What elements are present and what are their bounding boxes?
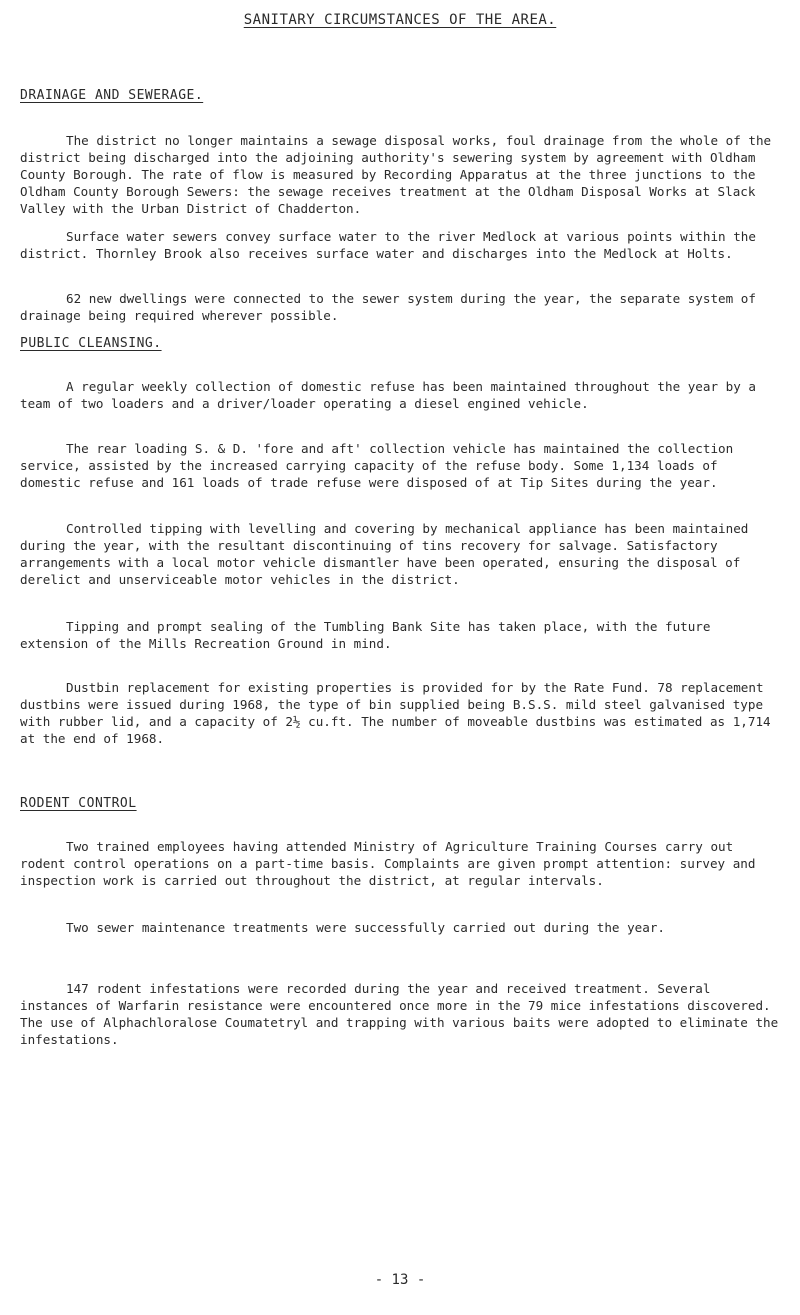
cleansing-paragraph-2: The rear loading S. & D. 'fore and aft' collection vehicle has maintained the collection service, assisted by the increased carrying capacity of the refuse body. Some 1,134 loads of domestic refuse and 161 loads of trade refuse were disposed of at Tip Sites during the year.: [20, 441, 734, 490]
page-number: - 13 -: [374, 1272, 426, 1288]
rodent-paragraph-1: Two trained employees having attended Ministry of Agriculture Training Courses carry out rodent control operations on a part-time basis. Complaints are given prompt attention: survey and inspection work is carried out throughout the district, at regular intervals.: [20, 839, 756, 888]
rodent-paragraph-3: 147 rodent infestations were recorded during the year and received treatment. Several instances of Warfarin resistance were encountered once more in the 79 mice infestations discovered. The use of Alphachloralose Coumatetryl and trapping with various baits were adopted to eliminate the infestations.: [20, 981, 779, 1047]
drainage-paragraph-1: The district no longer maintains a sewage disposal works, foul drainage from the whole of the district being discharged into the adjoining authority's sewering system by agreement with Oldham County Borough. The rate of flow is measured by Recording Apparatus at the three junctions to the Oldham County Borough Sewers: the sewage receives treatment at the Oldham Disposal Works at Slack Valley with the Urban District of Chadderton.: [20, 133, 772, 216]
drainage-paragraph-2: Surface water sewers convey surface water to the river Medlock at various points within the district. Thornley Brook also receives surface water and discharges into the Medlock at Holts.: [20, 229, 756, 261]
cleansing-heading: PUBLIC CLEANSING.: [20, 336, 162, 351]
cleansing-paragraph-4: Tipping and prompt sealing of the Tumbling Bank Site has taken place, with the future extension of the Mills Recreation Ground in mind.: [20, 619, 711, 651]
cleansing-paragraph-5: Dustbin replacement for existing properties is provided for by the Rate Fund. 78 replacement dustbins were issued during 1968, the type of bin supplied being B.S.S. mild steel galvanised type with rubber lid, and a capacity of 2½ cu.ft. The number of moveable dustbins was estimated as 1,714 at the end of 1968.: [20, 680, 771, 746]
cleansing-paragraph-3: Controlled tipping with levelling and covering by mechanical appliance has been maintained during the year, with the resultant discontinuing of tins recovery for salvage. Satisfactory arrangements with a local motor vehicle dismantler have been operated, ensuring the disposal of derelict and unserviceable motor vehicles in the district.: [20, 521, 749, 587]
page-title: SANITARY CIRCUMSTANCES OF THE AREA.: [243, 12, 557, 28]
cleansing-paragraph-1: A regular weekly collection of domestic refuse has been maintained throughout the year by a team of two loaders and a driver/loader operating a diesel engined vehicle.: [20, 379, 756, 411]
drainage-heading: DRAINAGE AND SEWERAGE.: [20, 88, 204, 103]
drainage-paragraph-3: 62 new dwellings were connected to the sewer system during the year, the separate system of drainage being required wherever possible.: [20, 291, 756, 323]
rodent-paragraph-2: Two sewer maintenance treatments were successfully carried out during the year.: [66, 920, 665, 935]
rodent-heading: RODENT CONTROL: [20, 796, 137, 811]
